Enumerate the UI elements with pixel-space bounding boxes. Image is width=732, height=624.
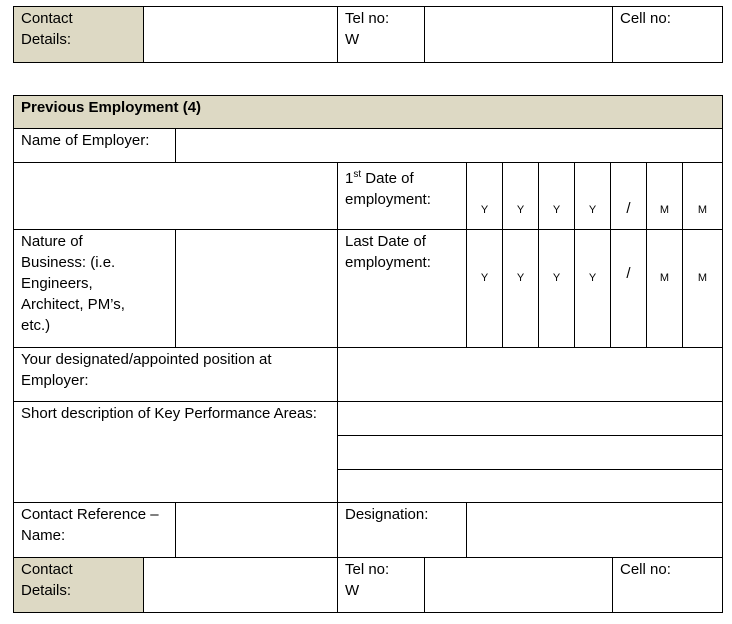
designation-field[interactable]	[467, 503, 723, 558]
tel-no-cell	[338, 558, 425, 613]
first-date-year-3[interactable]: Y	[539, 163, 575, 230]
first-date-year-1[interactable]: Y	[467, 163, 503, 230]
section-header-cell	[14, 96, 723, 129]
tel-no-label: Tel no:	[345, 10, 390, 27]
contact-details-field[interactable]	[144, 7, 338, 63]
position-label-cell	[14, 348, 338, 402]
cell-no-field[interactable]	[613, 558, 723, 613]
nature-of-business-label: Nature of Business: (i.e. Engineers, Architect, PM’s, etc.)	[21, 233, 125, 334]
last-date-label: Last Date of employment:	[345, 233, 431, 271]
last-date-label-cell	[338, 230, 467, 348]
last-date-month-1[interactable]: M	[647, 230, 683, 348]
kpa-label: Short description of Key Performance Areas:	[21, 405, 317, 422]
designation-label-cell	[338, 503, 467, 558]
section-title: Previous Employment (4)	[21, 99, 202, 116]
previous-employment-table	[13, 95, 723, 558]
contact-details-label: Contact Details:	[21, 561, 73, 599]
contact-details-field[interactable]	[144, 558, 338, 613]
position-label: Your designated/appointed position at Employer:	[21, 351, 272, 389]
contact-details-table-bottom	[13, 557, 723, 613]
last-date-separator: /	[611, 230, 647, 348]
first-date-year-4[interactable]: Y	[575, 163, 611, 230]
kpa-line-1	[338, 435, 722, 436]
tel-no-field[interactable]	[425, 7, 613, 63]
kpa-line-2	[338, 469, 722, 470]
last-date-year-4[interactable]: Y	[575, 230, 611, 348]
nature-of-business-field[interactable]	[176, 230, 338, 348]
reference-name-label-cell	[14, 503, 176, 558]
kpa-field[interactable]	[338, 402, 723, 503]
tel-no-w-label: W	[345, 582, 360, 599]
contact-details-table-top	[13, 6, 723, 63]
last-date-year-3[interactable]: Y	[539, 230, 575, 348]
first-date-blank-cell[interactable]	[14, 163, 338, 230]
reference-name-field[interactable]	[176, 503, 338, 558]
designation-label: Designation:	[345, 506, 429, 523]
contact-details-label-cell	[14, 558, 144, 613]
tel-no-field[interactable]	[425, 558, 613, 613]
first-date-month-1[interactable]: M	[647, 163, 683, 230]
first-date-month-2[interactable]: M	[683, 163, 723, 230]
contact-details-label: Contact Details:	[21, 10, 73, 48]
first-date-year-2[interactable]: Y	[503, 163, 539, 230]
tel-no-cell	[338, 7, 425, 63]
last-date-year-1[interactable]: Y	[467, 230, 503, 348]
nature-of-business-label-cell	[14, 230, 176, 348]
employer-name-field[interactable]	[176, 129, 723, 163]
first-date-separator: /	[611, 163, 647, 230]
tel-no-label: Tel no:	[345, 561, 390, 578]
employer-name-label: Name of Employer:	[21, 132, 150, 149]
last-date-year-2[interactable]: Y	[503, 230, 539, 348]
first-date-label: 1st Date of employment:	[345, 169, 431, 208]
last-date-month-2[interactable]: M	[683, 230, 723, 348]
reference-name-label: Contact Reference – Name:	[21, 506, 159, 544]
contact-details-label-cell	[14, 7, 144, 63]
cell-no-field[interactable]	[613, 7, 723, 63]
tel-no-w-label: W	[345, 31, 360, 48]
cell-no-label: Cell no:	[620, 10, 671, 27]
kpa-label-cell	[14, 402, 338, 503]
position-field[interactable]	[338, 348, 723, 402]
cell-no-label: Cell no:	[620, 561, 671, 578]
first-date-label-cell	[338, 163, 467, 230]
employer-name-label-cell	[14, 129, 176, 163]
